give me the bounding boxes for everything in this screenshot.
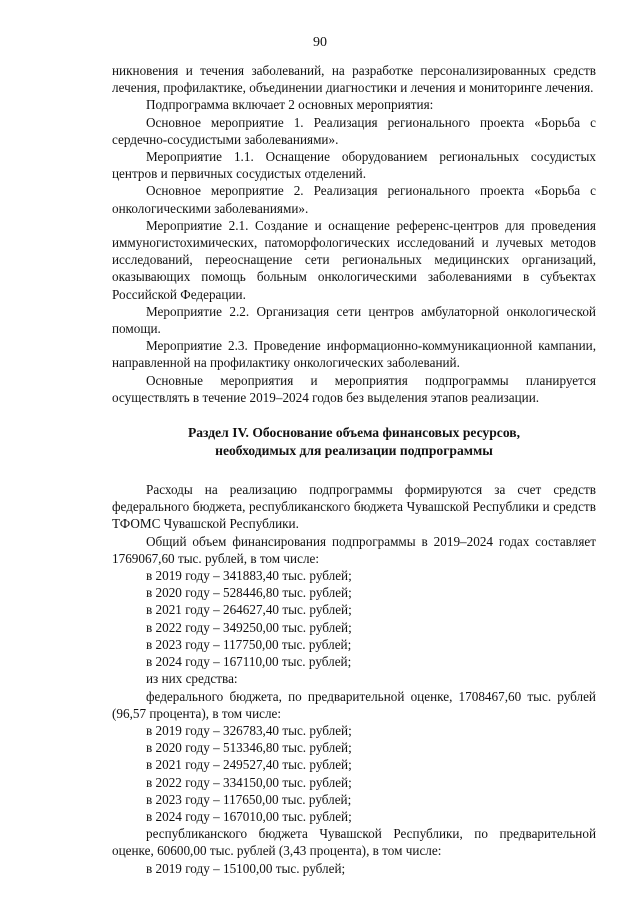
- paragraph: никновения и течения заболеваний, на разработке персонализированных средств лечения, профилактике, объединении диагностики и лечения и мониторинге лечения.: [112, 63, 596, 96]
- paragraphs-bottom: [112, 481, 596, 877]
- list-line: в 2024 году – 167110,00 тыс. рублей;: [146, 654, 352, 670]
- paragraph: Мероприятие 2.3. Проведение информационно-коммуникационной кампании, направленной на профилактику онкологических заболеваний.: [112, 338, 596, 371]
- paragraph: Основное мероприятие 2. Реализация регионального проекта «Борьба с онкологическими заболеваниями».: [112, 183, 596, 216]
- list-line: в 2021 году – 249527,40 тыс. рублей;: [146, 757, 352, 773]
- list-line: из них средства:: [146, 671, 238, 687]
- paragraph: Мероприятие 2.2. Организация сети центров амбулаторной онкологической помощи.: [112, 303, 596, 337]
- body-text: [112, 62, 596, 877]
- paragraph: федерального бюджета, по предварительной оценке, 1708467,60 тыс. рублей (96,57 процента), в том числе:: [112, 688, 596, 721]
- paragraph: республиканского бюджета Чувашской Республики, по предварительной оценке, 60600,00 тыс. рублей (3,43 процента), в том числе:: [112, 826, 596, 859]
- list-line: в 2019 году – 326783,40 тыс. рублей;: [146, 722, 352, 738]
- list-line: в 2022 году – 349250,00 тыс. рублей;: [146, 619, 352, 635]
- paragraph: Мероприятие 2.1. Создание и оснащение референс-центров для проведения иммуногистохимических, патоморфологических исследований и лучевых методов исследований, переоснащение сети региональных медицинских организаций, оказывающих помощь больным онкологическими заболеваниями в субъектах Российской Федерации.: [112, 217, 596, 302]
- paragraph: Общий объем финансирования подпрограммы в 2019–2024 годах составляет 1769067,60 тыс. рублей, в том числе:: [112, 533, 596, 566]
- paragraph: Подпрограмма включает 2 основных мероприятия:: [146, 97, 434, 113]
- list-line: в 2019 году – 15100,00 тыс. рублей;: [146, 860, 346, 876]
- list-line: в 2022 году – 334150,00 тыс. рублей;: [146, 774, 352, 790]
- list-line: в 2023 году – 117750,00 тыс. рублей;: [146, 636, 352, 652]
- paragraph: Основное мероприятие 1. Реализация регионального проекта «Борьба с сердечно-сосудистыми заболеваниями».: [112, 114, 596, 147]
- list-line: в 2021 году – 264627,40 тыс. рублей;: [146, 602, 352, 618]
- list-line: в 2020 году – 513346,80 тыс. рублей;: [146, 740, 352, 756]
- section-heading-line-2: необходимых для реализации подпрограммы: [215, 442, 493, 458]
- paragraph: Основные мероприятия и мероприятия подпрограммы планируется осуществлять в течение 2019–2024 годов без выделения этапов реализации.: [112, 372, 596, 405]
- paragraph: Расходы на реализацию подпрограммы формируются за счет средств федерального бюджета, республиканского бюджета Чувашской Республики и средств ТФОМС Чувашской Республики.: [112, 482, 596, 532]
- paragraph: Мероприятие 1.1. Оснащение оборудованием региональных сосудистых центров и первичных сосудистых отделений.: [112, 149, 596, 182]
- paragraphs-top: [112, 62, 596, 406]
- section-heading-line-1: Раздел IV. Обоснование объема финансовых ресурсов,: [187, 425, 521, 441]
- list-line: в 2020 году – 528446,80 тыс. рублей;: [146, 585, 352, 601]
- page-number: 90: [313, 35, 327, 50]
- list-line: в 2019 году – 341883,40 тыс. рублей;: [146, 568, 352, 584]
- section-heading: [112, 424, 596, 459]
- list-line: в 2023 году – 117650,00 тыс. рублей;: [146, 791, 352, 807]
- list-line: в 2024 году – 167010,00 тыс. рублей;: [146, 808, 352, 824]
